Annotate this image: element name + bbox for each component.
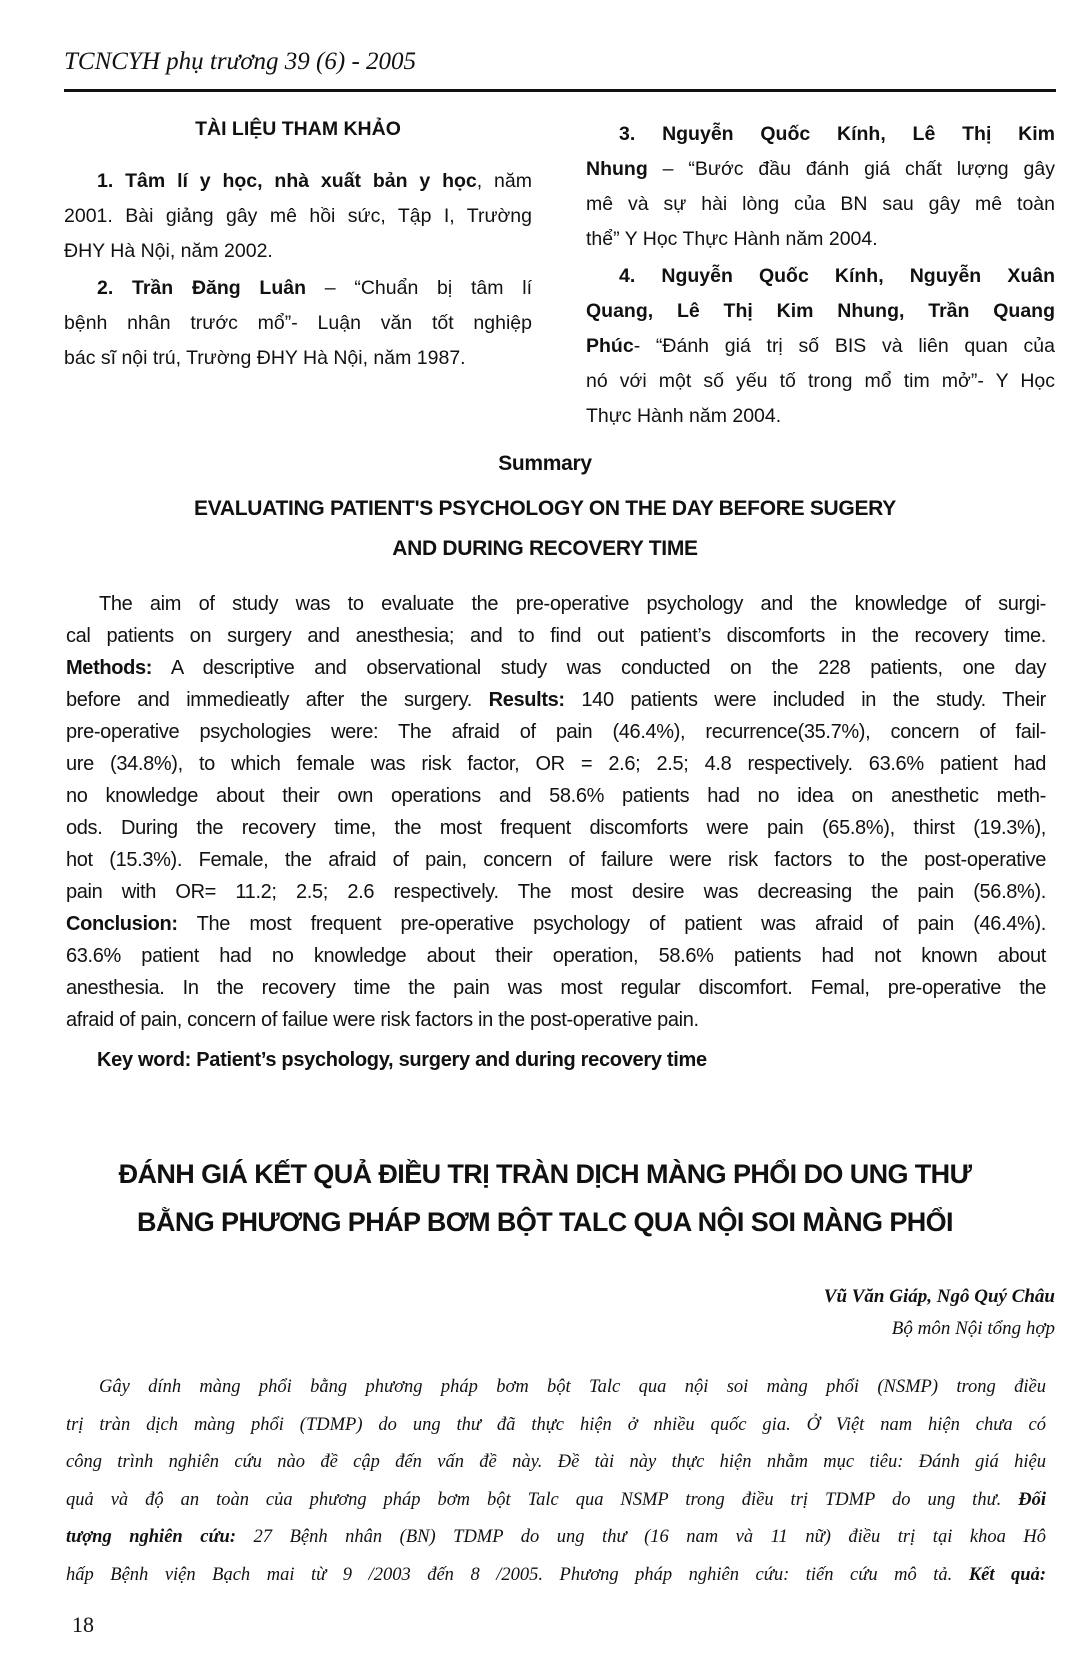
text-line	[66, 908, 1046, 940]
article-title-line-1: ĐÁNH GIÁ KẾT QUẢ ĐIỀU TRỊ TRÀN DỊCH MÀNG PHỔI DO UNG THƯ	[118, 1159, 972, 1189]
summary-keywords: Key word: Patient’s psychology, surgery and during recovery time	[97, 1049, 707, 1071]
text-line	[64, 234, 532, 269]
text-run: quả và độ an toàn của phương pháp bơm bột Talc qua NSMP trong điều trị TDMP do ung thư.	[66, 1489, 1019, 1510]
text-line	[66, 1557, 1046, 1595]
bold-text: Results:	[488, 689, 565, 711]
text-line	[66, 780, 1046, 812]
text-line	[66, 1004, 1046, 1036]
text-run: before and immedieatly after the surgery.	[66, 689, 489, 711]
bold-text: 1. Tâm lí y học, nhà xuất bản y học	[97, 170, 477, 192]
text-run: pre-operative psychologies were: The afraid of pain (46.4%), recurrence(35.7%), concern of fail-	[66, 721, 1046, 743]
text-run: nó với một số yếu tố trong mổ tim mở”- Y Học	[586, 370, 1055, 392]
bold-text: Nhung	[586, 158, 648, 180]
text-run: pain with OR= 11.2; 2.5; 2.6 respectively. The most desire was decreasing the pain (56.8%).	[66, 881, 1046, 903]
article-authors: Vũ Văn Giáp, Ngô Quý Châu	[823, 1286, 1055, 1307]
reference-item	[586, 259, 1055, 434]
text-run: cal patients on surgery and anesthesia; and to find out patient’s discomforts in the recovery time.	[66, 625, 1046, 647]
text-line	[586, 222, 1055, 257]
text-line	[586, 399, 1055, 434]
text-run: ure (34.8%), to which female was risk factor, OR = 2.6; 2.5; 4.8 respectively. 63.6% patient had	[66, 753, 1046, 775]
text-line	[66, 812, 1046, 844]
text-run: công trình nghiên cứu nào đề cập đến vấn đề này. Đề tài này thực hiện nhằm mục tiêu: Đánh giá hiệu	[66, 1452, 1046, 1472]
bold-text: Conclusion:	[66, 913, 178, 935]
text-line	[66, 1519, 1046, 1557]
text-line	[66, 748, 1046, 780]
text-line	[586, 187, 1055, 222]
text-line	[66, 620, 1046, 652]
text-run: mê và sự hài lòng của BN sau gây mê toàn	[586, 193, 1055, 215]
journal-header: TCNCYH phụ trương 39 (6) - 2005	[64, 48, 417, 75]
text-line	[66, 652, 1046, 684]
text-line	[66, 940, 1046, 972]
article-title-line-2: BẰNG PHƯƠNG PHÁP BƠM BỘT TALC QUA NỘI SOI MÀNG PHỔI	[137, 1207, 953, 1237]
text-line	[586, 117, 1055, 152]
bold-text: Kết quả:	[968, 1564, 1047, 1585]
article-affiliation: Bộ môn Nội tổng hợp	[891, 1318, 1055, 1339]
bold-text: Methods:	[66, 657, 153, 679]
text-line	[586, 152, 1055, 187]
text-run: – “Chuẩn bị tâm lí	[306, 277, 532, 299]
text-run: trị tràn dịch màng phổi (TDMP) do ung thư đã thực hiện ở nhiều quốc gia. Ở Việt nam hiện chưa có	[66, 1414, 1046, 1435]
reference-item	[64, 271, 532, 376]
text-line	[66, 1407, 1046, 1445]
text-line	[64, 271, 532, 306]
text-line	[66, 972, 1046, 1004]
page-number: 18	[72, 1612, 94, 1637]
references-left-column	[64, 164, 532, 378]
reference-item	[64, 164, 532, 269]
text-line	[66, 684, 1046, 716]
text-line	[586, 294, 1055, 329]
text-line	[64, 199, 532, 234]
text-run: afraid of pain, concern of failue were risk factors in the post-operative pain.	[66, 1009, 699, 1031]
text-line	[66, 876, 1046, 908]
text-run: thể” Y Học Thực Hành năm 2004.	[586, 228, 878, 250]
references-right-column	[586, 117, 1055, 436]
text-run: ods. During the recovery time, the most frequent discomforts were pain (65.8%), thirst (19.3%),	[66, 817, 1046, 839]
references-heading: TÀI LIỆU THAM KHẢO	[195, 118, 401, 140]
summary-heading: Summary	[498, 452, 592, 475]
text-run: The aim of study was to evaluate the pre-operative psychology and the knowledge of surgi-	[99, 593, 1046, 615]
text-line	[64, 341, 532, 376]
text-run: - “Đánh giá trị số BIS và liên quan của	[633, 335, 1055, 357]
text-run: bác sĩ nội trú, Trường ĐHY Hà Nội, năm 1987.	[64, 347, 466, 369]
text-run: anesthesia. In the recovery time the pain was most regular discomfort. Femal, pre-operative the	[66, 977, 1046, 999]
text-line	[586, 329, 1055, 364]
text-line	[64, 306, 532, 341]
text-line	[66, 1444, 1046, 1482]
text-run: bệnh nhân trước mổ”- Luận văn tốt nghiệp	[64, 312, 532, 334]
text-line	[66, 1369, 1046, 1407]
bold-text: 4. Nguyễn Quốc Kính, Nguyễn Xuân	[619, 265, 1055, 287]
text-run: ĐHY Hà Nội, năm 2002.	[64, 240, 273, 262]
bold-text: Đối	[1018, 1489, 1046, 1510]
text-run: no knowledge about their own operations and 58.6% patients had no idea on anesthetic meth-	[66, 785, 1046, 807]
bold-text: 3. Nguyễn Quốc Kính, Lê Thị Kim	[619, 123, 1055, 145]
text-line	[66, 844, 1046, 876]
text-line	[66, 588, 1046, 620]
text-run: , năm	[476, 170, 532, 192]
bold-text: Quang, Lê Thị Kim Nhung, Trần Quang	[586, 300, 1055, 322]
text-run: 2001. Bài giảng gây mê hồi sức, Tập I, Trường	[64, 205, 532, 227]
header-rule	[64, 89, 1056, 92]
bold-text: Phúc	[586, 335, 634, 357]
reference-item	[586, 117, 1055, 257]
text-run: Thực Hành năm 2004.	[586, 405, 782, 427]
text-run: – “Bước đầu đánh giá chất lượng gây	[647, 158, 1055, 180]
text-line	[64, 164, 532, 199]
text-run: hot (15.3%). Female, the afraid of pain, concern of failure were risk factors to the post-operative	[66, 849, 1046, 871]
text-run: 27 Bệnh nhân (BN) TDMP do ung thư (16 nam và 11 nữ) điều trị tại khoa Hô	[235, 1527, 1046, 1547]
text-run: 140 patients were included in the study. Their	[564, 689, 1046, 711]
text-line	[586, 259, 1055, 294]
bold-text: tượng nghiên cứu:	[66, 1527, 236, 1547]
summary-body	[66, 588, 1046, 1036]
summary-title-line-1: EVALUATING PATIENT'S PSYCHOLOGY ON THE DAY BEFORE SUGERY	[194, 497, 896, 520]
text-run: hấp Bệnh viện Bạch mai từ 9 /2003 đến 8 /2005. Phương pháp nghiên cứu: tiến cứu mô tả.	[66, 1564, 969, 1585]
summary-title-line-2: AND DURING RECOVERY TIME	[392, 537, 698, 560]
text-run: Gây dính màng phổi bằng phương pháp bơm bột Talc qua nội soi màng phổi (NSMP) trong điều	[99, 1377, 1046, 1397]
text-run: 63.6% patient had no knowledge about their operation, 58.6% patients had not known about	[66, 945, 1046, 967]
text-line	[66, 716, 1046, 748]
bold-text: 2. Trần Đăng Luân	[97, 277, 307, 299]
text-run: A descriptive and observational study was conducted on the 228 patients, one day	[152, 657, 1046, 679]
article-abstract	[66, 1369, 1046, 1594]
text-line	[586, 364, 1055, 399]
text-line	[66, 1482, 1046, 1520]
text-run: The most frequent pre-operative psychology of patient was afraid of pain (46.4%).	[177, 913, 1046, 935]
